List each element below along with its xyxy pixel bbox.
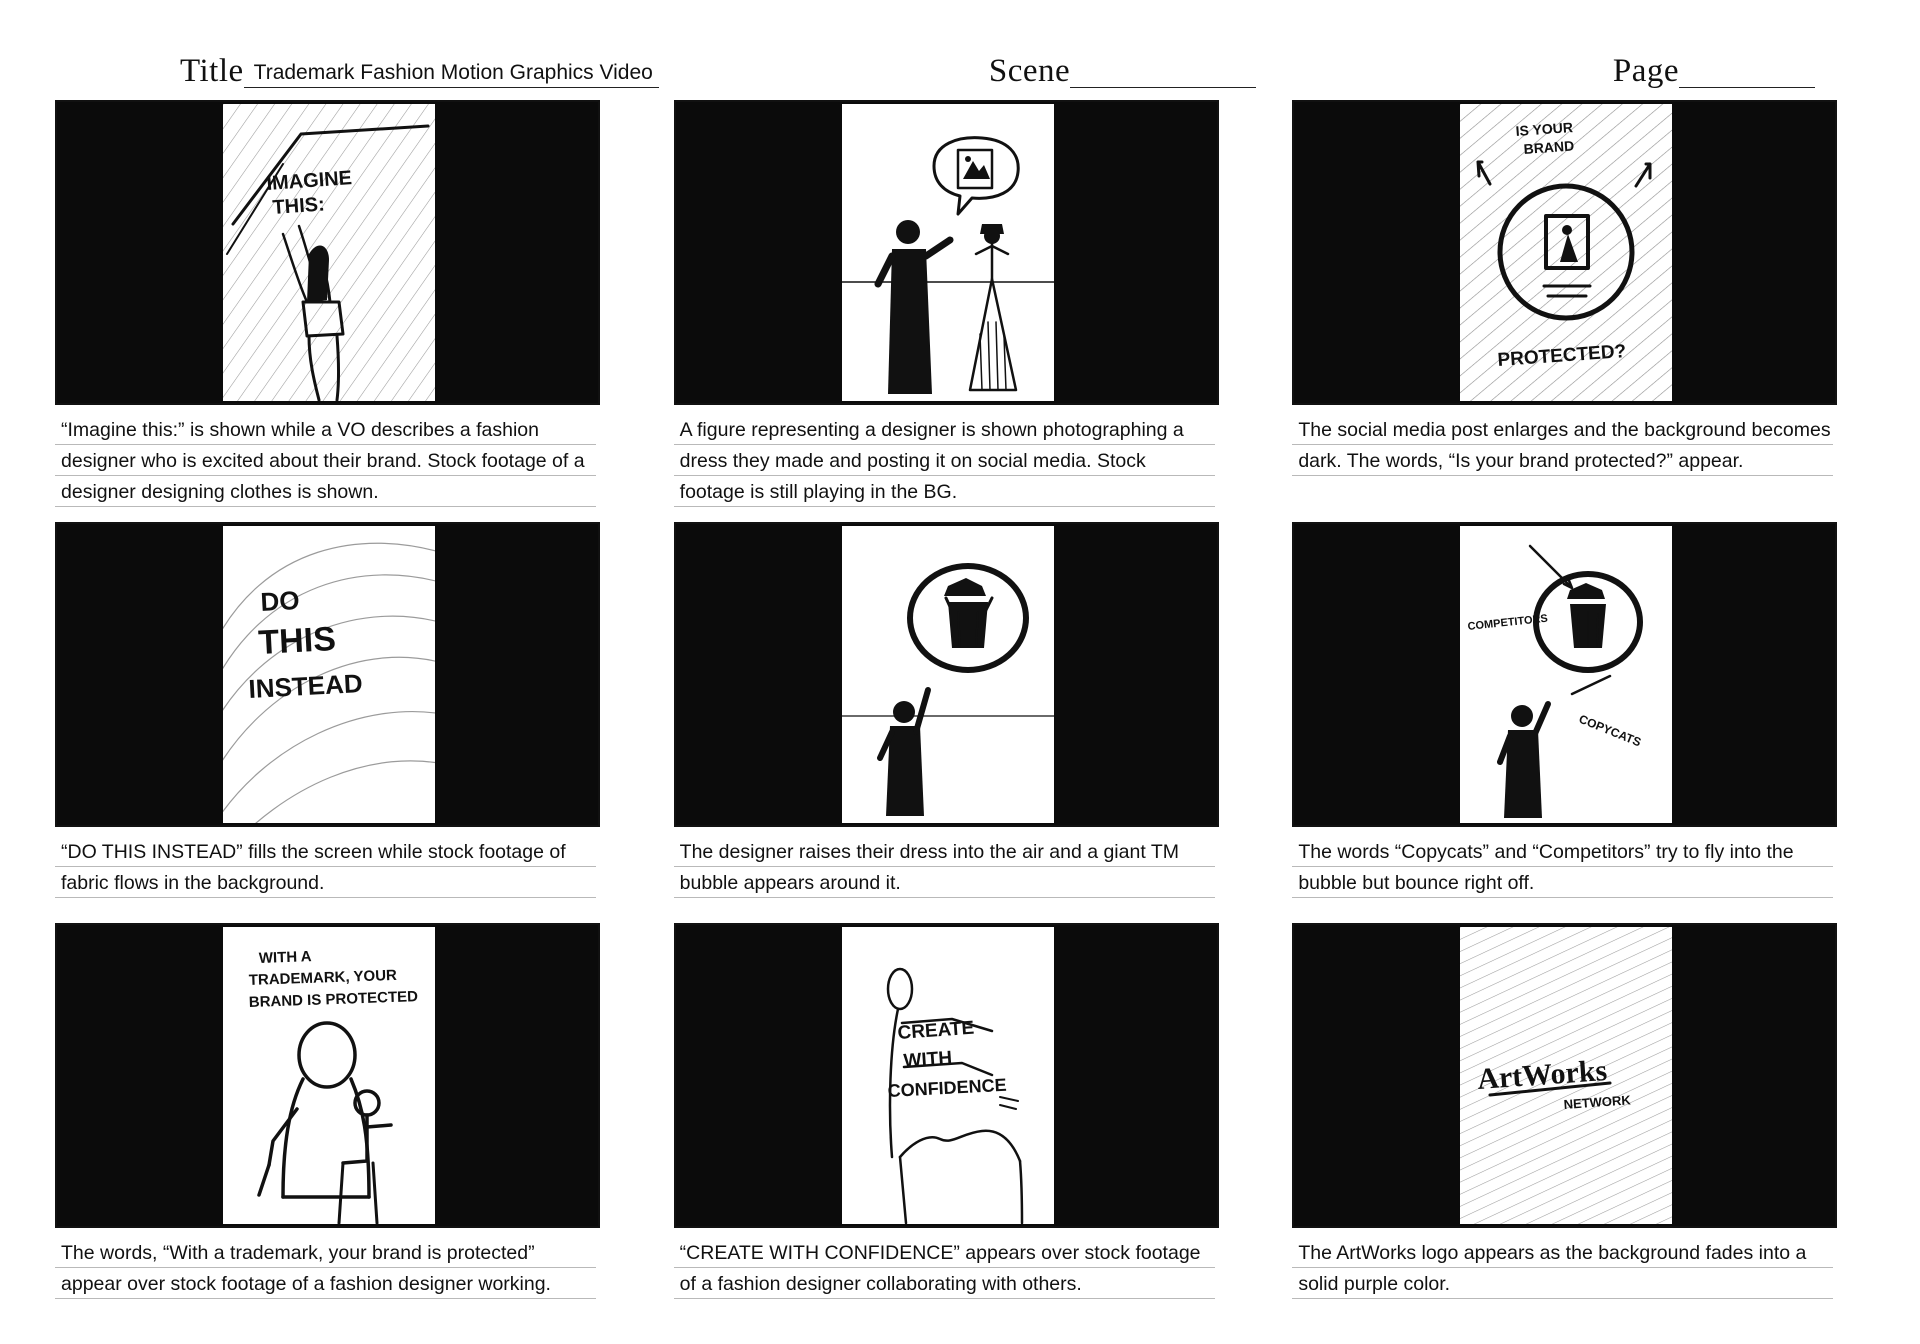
svg-text:CREATE: CREATE <box>896 1017 975 1044</box>
panel-1-art <box>223 104 435 401</box>
panel-4-frame[interactable] <box>55 522 600 827</box>
storyboard-panel <box>55 923 628 1310</box>
svg-text:INSTEAD: INSTEAD <box>247 668 364 704</box>
scene-label: Scene <box>988 53 1071 89</box>
panel-7-frame[interactable] <box>55 923 600 1228</box>
page-label: Page <box>1612 53 1679 89</box>
storyboard-panel <box>674 923 1247 1310</box>
svg-text:BRAND: BRAND <box>1523 137 1575 157</box>
svg-text:IMAGINE: IMAGINE <box>265 167 353 195</box>
svg-text:PROTECTED?: PROTECTED? <box>1497 341 1628 371</box>
title-value[interactable]: Trademark Fashion Motion Graphics Video <box>244 62 659 88</box>
panel-9-art <box>1460 927 1672 1224</box>
svg-text:IS YOUR: IS YOUR <box>1515 119 1574 139</box>
panel-8-caption: “CREATE WITH CONFIDENCE” appears over stock footage of a fashion designer collaborating with others. <box>674 1238 1215 1300</box>
svg-text:THIS: THIS <box>257 619 337 662</box>
panel-4-caption: “DO THIS INSTEAD” fills the screen while stock footage of fabric flows in the background. <box>55 837 596 899</box>
panel-5-caption: The designer raises their dress into the air and a giant TM bubble appears around it. <box>674 837 1215 899</box>
panel-2-frame[interactable] <box>674 100 1219 405</box>
panel-4-art <box>223 526 435 823</box>
svg-text:NETWORK: NETWORK <box>1563 1092 1632 1112</box>
panel-6-caption: The words “Copycats” and “Competitors” try to fly into the bubble but bounce right off. <box>1292 837 1833 899</box>
page-value[interactable] <box>1679 83 1815 88</box>
svg-text:ArtWorks: ArtWorks <box>1476 1053 1609 1096</box>
svg-text:CONFIDENCE: CONFIDENCE <box>886 1074 1007 1101</box>
svg-text:DO: DO <box>259 584 301 617</box>
svg-text:BRAND IS PROTECTED: BRAND IS PROTECTED <box>248 988 419 1011</box>
panel-6-art <box>1460 526 1672 823</box>
svg-text:WITH: WITH <box>902 1047 953 1072</box>
svg-text:TRADEMARK, YOUR: TRADEMARK, YOUR <box>248 966 398 989</box>
panel-5-art <box>842 526 1054 823</box>
storyboard-panel <box>1292 522 1865 909</box>
panel-9-caption: The ArtWorks logo appears as the background fades into a solid purple color. <box>1292 1238 1833 1300</box>
panel-3-caption: The social media post enlarges and the background becomes dark. The words, “Is your brand protected?” appear. <box>1292 415 1833 477</box>
panel-8-frame[interactable] <box>674 923 1219 1228</box>
storyboard-panel <box>55 522 628 909</box>
scene-block <box>989 55 1256 88</box>
panel-2-caption: A figure representing a designer is shown photographing a dress they made and posting it on social media. Stock footage is still playing in the BG. <box>674 415 1215 508</box>
panel-8-art <box>842 927 1054 1224</box>
storyboard-header <box>55 30 1865 88</box>
panel-7-caption: The words, “With a trademark, your brand is protected” appear over stock footage of a fashion designer working. <box>55 1238 596 1300</box>
panel-9-frame[interactable] <box>1292 923 1837 1228</box>
storyboard-panel <box>1292 100 1865 508</box>
svg-text:WITH A: WITH A <box>258 948 312 967</box>
scene-value[interactable] <box>1070 83 1256 88</box>
title-label: Title <box>180 53 244 89</box>
panel-2-art <box>842 104 1054 401</box>
panel-6-frame[interactable] <box>1292 522 1837 827</box>
panel-grid <box>55 100 1865 1310</box>
svg-text:COPYCATS: COPYCATS <box>1577 711 1644 750</box>
page-block <box>1613 55 1815 88</box>
panel-7-art <box>223 927 435 1224</box>
title-block <box>180 55 659 88</box>
svg-text:COMPETITORS: COMPETITORS <box>1467 612 1549 633</box>
storyboard-panel <box>1292 923 1865 1310</box>
panel-1-frame[interactable] <box>55 100 600 405</box>
panel-1-caption: “Imagine this:” is shown while a VO describes a fashion designer who is excited about their brand. Stock footage of a designer designing clothes is shown. <box>55 415 596 508</box>
storyboard-panel <box>55 100 628 508</box>
panel-3-art <box>1460 104 1672 401</box>
storyboard-panel <box>674 100 1247 508</box>
svg-text:THIS:: THIS: <box>271 193 326 219</box>
storyboard-panel <box>674 522 1247 909</box>
panel-3-frame[interactable] <box>1292 100 1837 405</box>
panel-5-frame[interactable] <box>674 522 1219 827</box>
